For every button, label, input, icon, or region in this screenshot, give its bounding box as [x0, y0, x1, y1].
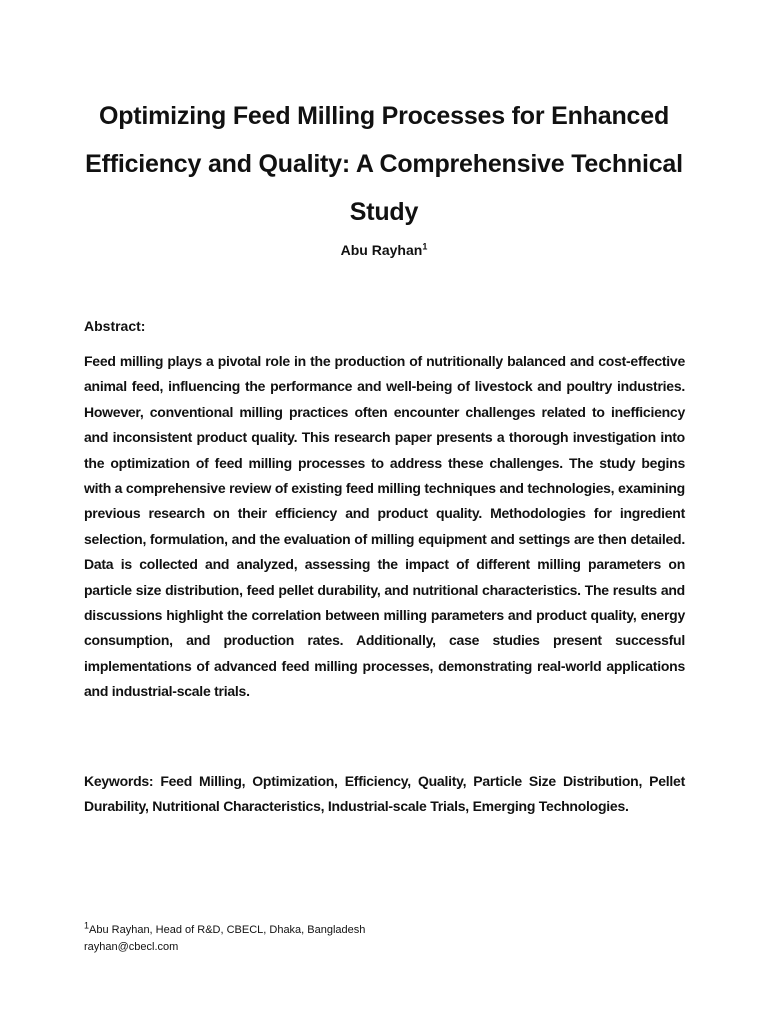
- abstract-body: Feed milling plays a pivotal role in the production of nutritionally balanced and cost-effective animal feed, influencing the performance and well-being of livestock and poultry industries. However, conventional milling practices often encounter challenges related to inefficiency and inconsistent product quality. This research paper presents a thorough investigation into the optimization of feed milling processes to address these challenges. The study begins with a comprehensive review of existing feed milling techniques and technologies, examining previous research on their efficiency and product quality. Methodologies for ingredient selection, formulation, and the evaluation of milling equipment and settings are then detailed. Data is collected and analyzed, assessing the impact of different milling parameters on particle size distribution, feed pellet durability, and nutritional characteristics. The results and discussions highlight the correlation between milling parameters and product quality, energy consumption, and production rates. Additionally, case studies present successful implementations of advanced feed milling processes, demonstrating real-world applications and industrial-scale trials.: [84, 353, 685, 700]
- abstract-heading: Abstract:: [84, 318, 146, 334]
- author-footnote-marker: 1: [422, 241, 428, 252]
- footnote-marker: 1: [84, 920, 90, 931]
- paper-title: Optimizing Feed Milling Processes for Enhanced Efficiency and Quality: A Comprehensive Technical Study: [85, 102, 683, 226]
- footnote-affiliation: Abu Rayhan, Head of R&D, CBECL, Dhaka, Bangladesh: [89, 924, 366, 936]
- author-line: [0, 240, 768, 260]
- footnote-email: rayhan@cbecl.com: [84, 941, 179, 953]
- author-name: Abu Rayhan: [340, 242, 423, 258]
- keywords-paragraph: Keywords: Feed Milling, Optimization, Efficiency, Quality, Particle Size Distribution, Pellet Durability, Nutritional Characteristics, Industrial-scale Trials, Emerging Technologies.: [84, 773, 685, 815]
- footnote-affiliation-line: [84, 922, 365, 939]
- footnote: [84, 922, 365, 956]
